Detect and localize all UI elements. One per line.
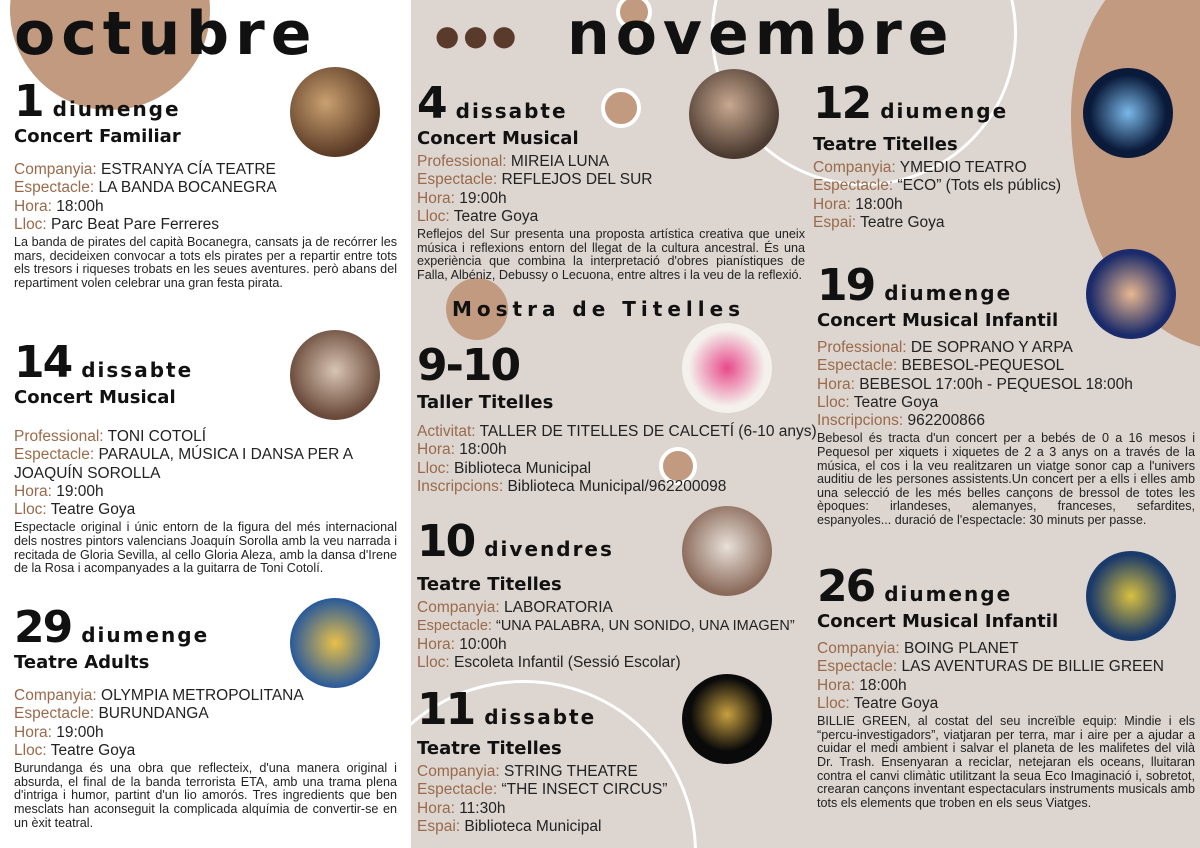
month-october: octubre [14, 0, 318, 69]
event-day: 14 [14, 337, 72, 388]
info-value: STRING THEATRE [499, 763, 638, 780]
info-value: LA BANDA BOCANEGRA [94, 179, 277, 197]
event-title: Concert Musical [14, 387, 176, 408]
event-description: Burundanga és una obra que reflecteix, d'una manera original i absurda, el final de la banda terrorista ETA, amb una trama plena d'intriga i humor, partint d'un lio amorós. Tres ingredients que ben mesclats han aconseguit la complicada alquímia de convertir-se en un èxit teatral. [14, 761, 397, 830]
info-label: Lloc: [417, 653, 450, 671]
info-label: Espai: [417, 817, 461, 835]
event-weekday: divendres [484, 537, 614, 561]
info-label: Professional: [417, 153, 507, 170]
info-value: BEBESOL 17:00h - PEQUESOL 18:00h [854, 375, 1133, 393]
info-label: Lloc: [817, 393, 850, 411]
info-label: Lloc: [417, 459, 450, 477]
event-day: 26 [817, 561, 875, 612]
info-value: 19:00h [51, 723, 104, 741]
event-title: Concert Familiar [14, 126, 181, 147]
event-info [817, 339, 1195, 430]
event-description: La banda de pirates del capità Bocanegra, cansats ja de recórrer les mars, decideixen convocar a tots els pirates per a repartir entre tots els tresors i riqueses trobats en les seues aventures. però abans del repartiment volen celebrar una gran festa pirata. [14, 235, 397, 290]
event-title: Teatre Titelles [417, 738, 562, 759]
info-label: Lloc: [14, 501, 47, 519]
info-label: Lloc: [14, 741, 47, 759]
info-label: Hora: [417, 189, 455, 207]
info-value: 18:00h [854, 676, 907, 694]
info-label: Espectacle: [14, 446, 95, 464]
info-label: Hora: [813, 195, 851, 213]
event-oct-29 [14, 602, 397, 830]
info-label: Companyia: [817, 640, 900, 657]
info-label: Companyia: [417, 599, 500, 616]
info-label: Espectacle: [417, 618, 492, 635]
event-day: 29 [14, 602, 72, 653]
info-value: “THE INSECT CIRCUS” [497, 781, 668, 799]
info-value: TALLER DE TITELLES DE CALCETÍ (6-10 anys) [475, 423, 817, 440]
info-label: Espectacle: [14, 179, 95, 197]
event-nov-10 [417, 516, 805, 672]
event-title: Concert Musical [417, 128, 579, 149]
info-label: Espectacle: [813, 177, 894, 195]
info-label: Lloc: [817, 694, 850, 712]
event-info [14, 687, 397, 760]
info-value: LABORATORIA [499, 599, 613, 616]
event-day: 19 [817, 260, 875, 311]
event-weekday: dissabte [81, 358, 194, 382]
event-nov-12 [813, 78, 1195, 232]
info-value: 18:00h [51, 197, 104, 215]
month-dots: ●●● [435, 19, 521, 52]
info-label: Hora: [817, 676, 855, 694]
event-nov-26 [817, 561, 1195, 810]
info-value: YMEDIO TEATRO [895, 159, 1027, 176]
event-nov-19 [817, 260, 1195, 528]
info-value: PARAULA, MÚSICA I DANSA PER A [94, 446, 354, 464]
event-description: Bebesol és tracta d'un concert per a bebés de 0 a 16 mesos i Pequesol per xiquets i xiquetes de 2 a 3 anys on a través de la música, el cos i la veu realitzaren un viatge sonor cap a l'univers auditiu de les persones assistents.Un concert per a ells i elles amb una selecció de les més belles cançons de bressol de totes les èpoques: irlandeses, alemanyes, franceses, sefardites, espanyoles... duració de l'espectacle: 30 minuts per passe. [817, 431, 1195, 528]
info-label: Hora: [817, 375, 855, 393]
info-label: Professional: [14, 428, 104, 445]
event-info [417, 423, 817, 496]
month-november: novembre [567, 0, 955, 69]
info-value: Parc Beat Pare Ferreres [46, 215, 220, 233]
info-value: BEBESOL-PEQUESOL [897, 357, 1065, 375]
info-value: Teatre Goya [46, 501, 136, 519]
info-value: Biblioteca Municipal [460, 817, 602, 835]
info-value: Teatre Goya [449, 207, 539, 225]
event-day: 10 [417, 516, 475, 567]
event-weekday: diumenge [81, 623, 210, 647]
info-value: Escoleta Infantil (Sessió Escolar) [449, 653, 681, 671]
info-value: 18:00h [850, 195, 903, 213]
info-value: 19:00h [454, 189, 507, 207]
event-day: 12 [813, 78, 871, 129]
info-label: Companyia: [813, 159, 896, 176]
info-value: 18:00h [454, 441, 507, 459]
info-label: Activitat: [417, 423, 476, 440]
info-value: MIREIA LUNA [506, 153, 610, 170]
event-day: 1 [14, 76, 43, 127]
event-day: 9-10 [417, 340, 520, 391]
event-weekday: diumenge [884, 582, 1013, 606]
event-weekday: diumenge [52, 97, 181, 121]
event-nov-11 [417, 684, 805, 836]
event-title: Concert Musical Infantil [817, 611, 1059, 632]
event-oct-1 [14, 76, 397, 291]
event-description: BILLIE GREEN, al costat del seu increïble equip: Mindie i els “percu-investigadors”, viatjaran per terra, mar i aire per a ajudar a cuidar el medi ambient i salvar el planeta de les malifetes del vilà Dr. Trash. Ensenyaran a reciclar, netejaran els oceans, lluitaran contra el canvi climàtic utilitzant la seua Eco Imaginació i, sobretot, crearan cançons inventant espectaculars instruments musicals amb tots els elements que troben en els seus Viatges. [817, 714, 1195, 810]
info-label: Espectacle: [817, 658, 898, 676]
info-value: 962200866 [903, 412, 986, 430]
info-label: Espectacle: [817, 357, 898, 375]
event-info [417, 599, 805, 672]
info-value: REFLEJOS DEL SUR [497, 171, 653, 189]
event-description: Espectacle original i únic entorn de la figura del més internacional dels nostres pintors valencians Joaquín Sorolla amb la veu narrada i recitada de Gloria Sevilla, al cello Gloria Aleza, amb la dansa d'Irene de la Rosa i acompanyades a la guitarra de Toni Cotolí. [14, 520, 397, 576]
info-value: “UNA PALABRA, UN SONIDO, UNA IMAGEN” [491, 618, 795, 635]
info-value: JOAQUÍN SOROLLA [14, 464, 161, 482]
event-title: Teatre Titelles [813, 134, 958, 155]
info-value: TONI COTOLÍ [103, 428, 207, 445]
info-label: Hora: [14, 482, 52, 500]
info-value: 19:00h [51, 482, 104, 500]
info-value: LAS AVENTURAS DE BILLIE GREEN [897, 658, 1164, 676]
info-label: Lloc: [417, 207, 450, 225]
info-value: BOING PLANET [899, 640, 1019, 657]
event-weekday: dissabte [455, 99, 568, 123]
info-label: Espectacle: [417, 171, 498, 189]
info-label: Espectacle: [14, 705, 95, 723]
event-info [813, 159, 1195, 232]
event-day: 11 [417, 684, 475, 735]
event-title: Taller Titelles [417, 392, 554, 413]
info-value: “ECO” (Tots els públics) [893, 177, 1062, 195]
event-weekday: diumenge [880, 99, 1009, 123]
event-title: Teatre Adults [14, 652, 150, 673]
info-value: DE SOPRANO Y ARPA [906, 339, 1073, 356]
event-title: Teatre Titelles [417, 574, 562, 595]
event-description: Reflejos del Sur presenta una proposta artística creativa que uneix música i reflexions entorn del llegat de la cultura ancestral. És una experiència que combina la interpretació d'obres pianístiques de Falla, Albéniz, Debussy o Lecuona, entre altres i la veu de la reflexió. [417, 227, 805, 282]
event-info [417, 153, 805, 226]
info-value: Teatre Goya [849, 694, 939, 712]
info-value: Teatre Goya [849, 393, 939, 411]
info-value: BURUNDANGA [94, 705, 209, 723]
event-nov-9-10 [417, 340, 817, 496]
info-label: Hora: [417, 441, 455, 459]
info-value: 10:00h [454, 635, 507, 653]
event-info [817, 640, 1195, 713]
event-oct-14 [14, 337, 397, 576]
info-label: Inscripcions: [417, 477, 504, 495]
event-weekday: dissabte [484, 705, 597, 729]
info-label: Espai: [813, 213, 857, 231]
info-value: ESTRANYA CÍA TEATRE [96, 161, 276, 178]
info-value: Biblioteca Municipal/962200098 [503, 477, 727, 495]
info-label: Inscripcions: [817, 412, 904, 430]
info-label: Professional: [817, 339, 907, 356]
info-label: Companyia: [14, 687, 97, 704]
info-label: Companyia: [417, 763, 500, 780]
info-label: Hora: [14, 723, 52, 741]
event-title: Concert Musical Infantil [817, 310, 1059, 331]
info-label: Lloc: [14, 215, 47, 233]
event-info [14, 161, 397, 234]
info-value: Teatre Goya [46, 741, 136, 759]
event-weekday: diumenge [884, 281, 1013, 305]
section-title: Mostra de Titelles [452, 297, 746, 321]
event-day: 4 [417, 78, 446, 129]
event-info [14, 428, 397, 519]
event-nov-4 [417, 78, 805, 283]
info-value: 11:30h [454, 799, 506, 817]
info-value: Teatre Goya [856, 213, 945, 231]
info-value: Biblioteca Municipal [449, 459, 592, 477]
info-label: Espectacle: [417, 781, 498, 799]
info-label: Companyia: [14, 161, 97, 178]
info-label: Hora: [417, 635, 455, 653]
info-value: OLYMPIA METROPOLITANA [96, 687, 304, 704]
info-label: Hora: [417, 799, 455, 817]
event-info [417, 763, 805, 836]
info-label: Hora: [14, 197, 52, 215]
